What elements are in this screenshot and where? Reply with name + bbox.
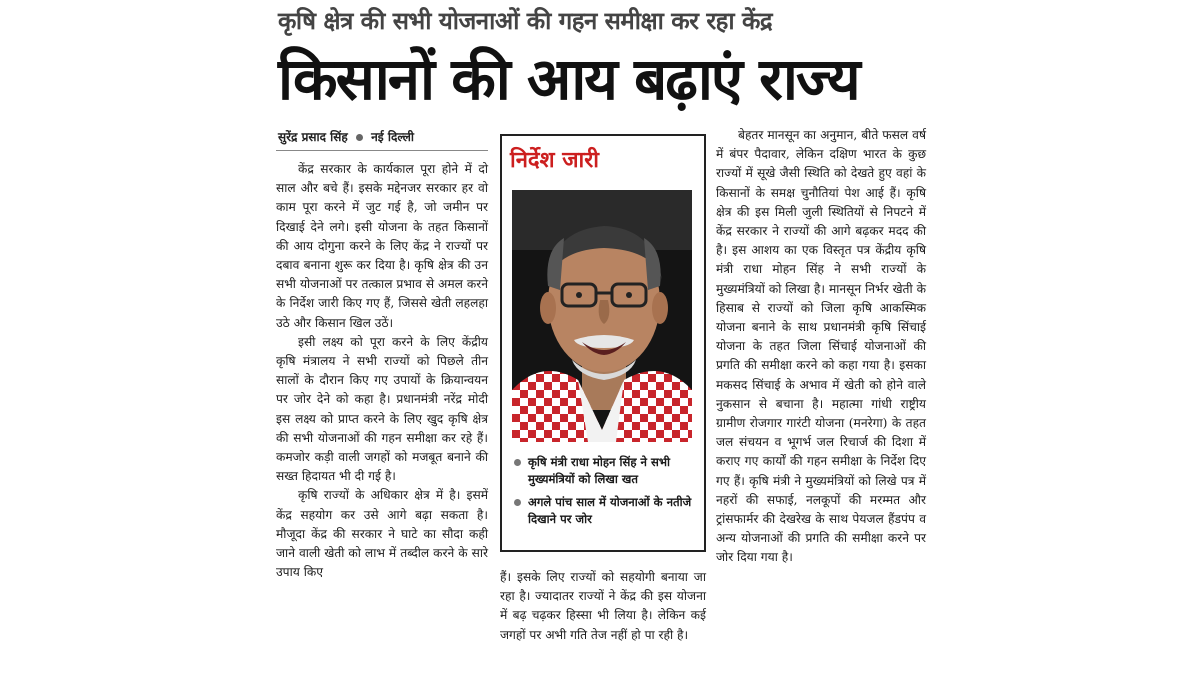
paragraph: बेहतर मानसून का अनुमान, बीते फसल वर्ष में बंपर पैदावार, लेकिन दक्षिण भारत के कुछ राज्यों में सूखे जैसी स्थिति को देखते हुए वहां के किसानों के समक्ष चुनौतियां पेश आई हैं। कृषि क्षेत्र की इस मिली जुली स्थितियों से निपटने में केंद्र सरकार ने राज्यों की आगे बढ़कर मदद की है। इस आशय का एक विस्तृत पत्र केंद्रीय कृषि मंत्री राधा मोहन सिंह ने सभी राज्यों के मुख्यमंत्रियों को लिखा है। मानसून निर्भर खेती के हिसाब से राज्यों को जिला कृषि आकस्मिक योजना बनाने के साथ प्रधानमंत्री कृषि सिंचाई योजना के तहत जिला सिंचाई योजनाओं की प्रगति की समीक्षा करने को कहा गया है। इसका मकसद सिंचाई के अभाव में खेती को होने वाले नुकसान से बचाना है। महात्मा गांधी राष्ट्रीय ग्रामीण रोजगार गारंटी योजना (मनरेगा) के तहत जल संचयन व भूगर्भ जल रिचार्ज की दिशा में कराए गए कार्यों की गहन समीक्षा के निर्देश दिए गए हैं। कृषि मंत्री ने मुख्यमंत्रियों को लिखे पत्र में नहरों की सफाई, नलकूपों की मरम्मत और ट्रांसफार्मर की देखरेख के साथ पेयजल हैंडपंप व अन्य योजनाओं की प्रगति की समीक्षा करने पर जोर दिया गया है। xyxy=(716,128,926,565)
minister-photo xyxy=(512,190,692,442)
minister-portrait-illustration xyxy=(512,190,692,442)
sidebar-bullet-list xyxy=(512,454,698,534)
list-item xyxy=(512,494,698,528)
sidebar-box xyxy=(500,134,706,552)
main-headline: किसानों की आय बढ़ाएं राज्य xyxy=(278,45,859,113)
article-column-2 xyxy=(500,568,706,645)
paragraph: हैं। इसके लिए राज्यों को सहयोगी बनाया जा रहा है। ज्यादातर राज्यों ने केंद्र की इस योजना में बढ़ चढ़कर हिस्सा भी लिया है। लेकिन कई जगहों पर अभी गति तेज नहीं हो पा रही है। xyxy=(500,570,706,642)
paragraph: केंद्र सरकार के कार्यकाल पूरा होने में दो साल और बचे हैं। इसके मद्देनजर सरकार हर वो काम पूरा करने में जुट गई है, जो जमीन पर दिखाई देने लगे। इसी योजना के तहत किसानों की आय दोगुना करने के लिए केंद्र ने राज्यों पर दबाव बनाना शुरू कर दिया है। कृषि क्षेत्र की उन सभी योजनाओं पर तत्काल प्रभाव से अमल करने के निर्देश जारी किए गए हैं, जिससे खेती लहलहा उठे और किसान खिल उठें। xyxy=(276,162,488,330)
paragraph: इसी लक्ष्य को पूरा करने के लिए केंद्रीय कृषि मंत्रालय ने सभी राज्यों को पिछले तीन सालों के दौरान किए गए उपायों के क्रियान्वयन पर जोर देने को कहा है। प्रधानमंत्री नरेंद्र मोदी इस लक्ष्य को प्राप्त करने के लिए खुद कृषि क्षेत्र की सभी योजनाओं की गहन समीक्षा कर रहे हैं। कमजोर कड़ी वाली जगहों को मजबूत बनाने की सख्त हिदायत भी दी गई है। xyxy=(276,334,488,484)
paragraph: कृषि राज्यों के अधिकार क्षेत्र में है। इसमें केंद्र सहयोग कर उसे आगे बढ़ा सकता है। मौजूदा केंद्र की सरकार ने घाटे का सौदा कही जाने वाली खेती को लाभ में तब्दील करने के सारे उपाय किए xyxy=(276,488,488,580)
sidebar-box-title: निर्देश जारी xyxy=(510,148,599,173)
kicker-subheadline: कृषि क्षेत्र की सभी योजनाओं की गहन समीक्षा कर रहा केंद्र xyxy=(278,7,773,35)
article-column-1 xyxy=(276,160,488,582)
list-item xyxy=(512,454,698,488)
byline-rule xyxy=(276,150,488,151)
article-column-3 xyxy=(716,126,926,568)
byline-author: सुरेंद्र प्रसाद सिंह xyxy=(278,130,348,144)
byline xyxy=(278,128,414,145)
newspaper-clipping xyxy=(268,0,928,675)
bullet-dot-icon xyxy=(514,459,521,466)
bullet-text: अगले पांच साल में योजनाओं के नतीजे दिखाने पर जोर xyxy=(528,495,692,526)
bullet-text: कृषि मंत्री राधा मोहन सिंह ने सभी मुख्यमंत्रियों को लिखा खत xyxy=(528,455,670,486)
bullet-dot-icon xyxy=(514,499,521,506)
byline-place: नई दिल्ली xyxy=(371,130,415,144)
byline-separator-dot xyxy=(356,134,363,141)
